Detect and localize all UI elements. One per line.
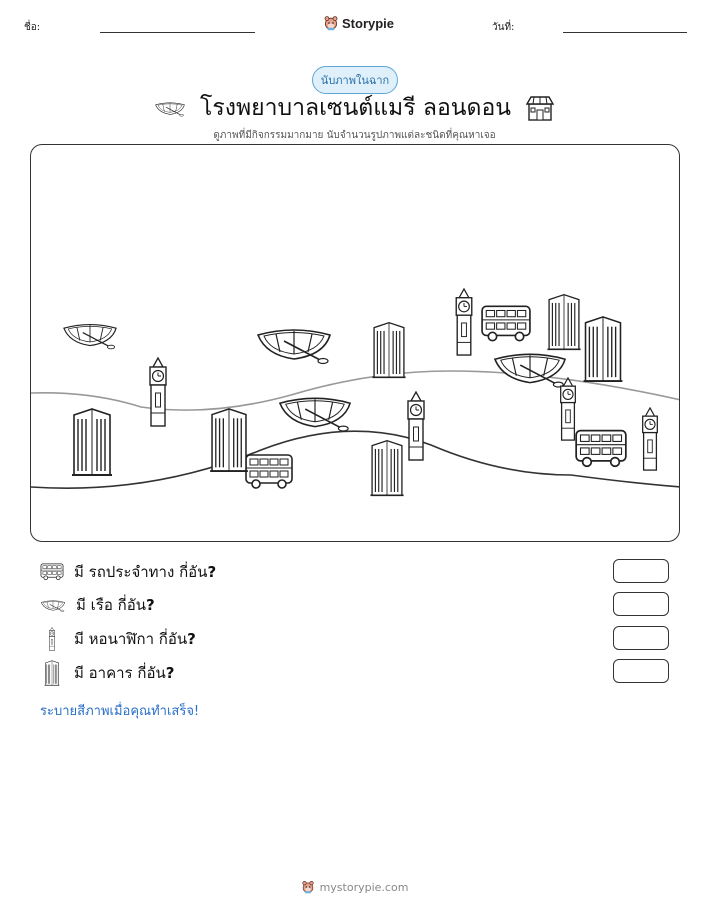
answer-box-building[interactable]: [613, 659, 669, 683]
scene-boat: [64, 325, 116, 349]
scene-building: [210, 409, 248, 471]
question-building: [40, 661, 174, 685]
clock-tower-icon: [40, 627, 64, 651]
bus-icon: [40, 562, 64, 582]
question-clock-tower-text: มี หอนาฬิกา กี่อัน?: [74, 630, 196, 648]
scene-boat: [495, 354, 565, 387]
answer-box-clock-tower[interactable]: [613, 626, 669, 650]
scene-bus: [482, 306, 530, 340]
question-clock-tower: [40, 627, 196, 651]
scene-clock-tower: [561, 378, 576, 440]
storypie-mascot-icon: [301, 880, 315, 894]
answer-box-boat[interactable]: [613, 592, 669, 616]
shop-icon: [525, 94, 555, 122]
scene-building: [547, 295, 580, 350]
title-row: [0, 92, 709, 124]
question-building-text: มี อาคาร กี่อัน?: [74, 664, 175, 682]
scene-building: [370, 441, 403, 496]
storypie-mascot-icon: [323, 15, 339, 31]
date-label: วันที่:: [492, 22, 515, 33]
scene-clock-tower: [150, 358, 166, 426]
date-field[interactable]: [563, 32, 687, 33]
site-url: mystorypie.com: [319, 880, 409, 894]
scene-boat: [280, 398, 350, 431]
boat-icon: [40, 597, 66, 613]
scene-bus: [246, 455, 292, 488]
page-subtitle: ดูภาพที่มีกิจกรรมมากมาย นับจำนวนรูปภาพแต่ละชนิดที่คุณหาเจอ: [213, 130, 496, 141]
name-label: ชื่อ:: [24, 22, 41, 33]
scene-building: [72, 409, 112, 475]
answer-box-bus[interactable]: [613, 559, 669, 583]
scene-bus: [576, 431, 626, 467]
activity-tag: นับภาพในฉาก: [312, 66, 398, 94]
scene-boat: [258, 330, 330, 364]
site-footer: [0, 880, 709, 894]
back-hill-line: [31, 371, 680, 410]
building-icon: [40, 660, 64, 686]
scene-clock-tower: [456, 289, 472, 355]
question-boat-text: มี เรือ กี่อัน?: [76, 596, 155, 614]
boat-icon: [154, 98, 186, 118]
brand-name: Storypie: [342, 15, 395, 31]
scene-drawing: [31, 145, 680, 542]
scene-building: [372, 323, 405, 378]
question-boat: [40, 593, 155, 617]
scene-panel: [30, 144, 680, 542]
scene-clock-tower: [643, 408, 658, 470]
storypie-logo: [323, 13, 394, 33]
scene-clock-tower: [408, 392, 424, 460]
name-field[interactable]: [100, 32, 255, 33]
question-bus-text: มี รถประจำทาง กี่อัน?: [74, 563, 217, 581]
coloring-instruction: ระบายสีภาพเมื่อคุณทำเสร็จ!: [40, 704, 200, 719]
question-bus: [40, 560, 216, 584]
page-title: โรงพยาบาลเซนต์แมรี ลอนดอน: [200, 95, 511, 121]
scene-building: [584, 317, 623, 381]
